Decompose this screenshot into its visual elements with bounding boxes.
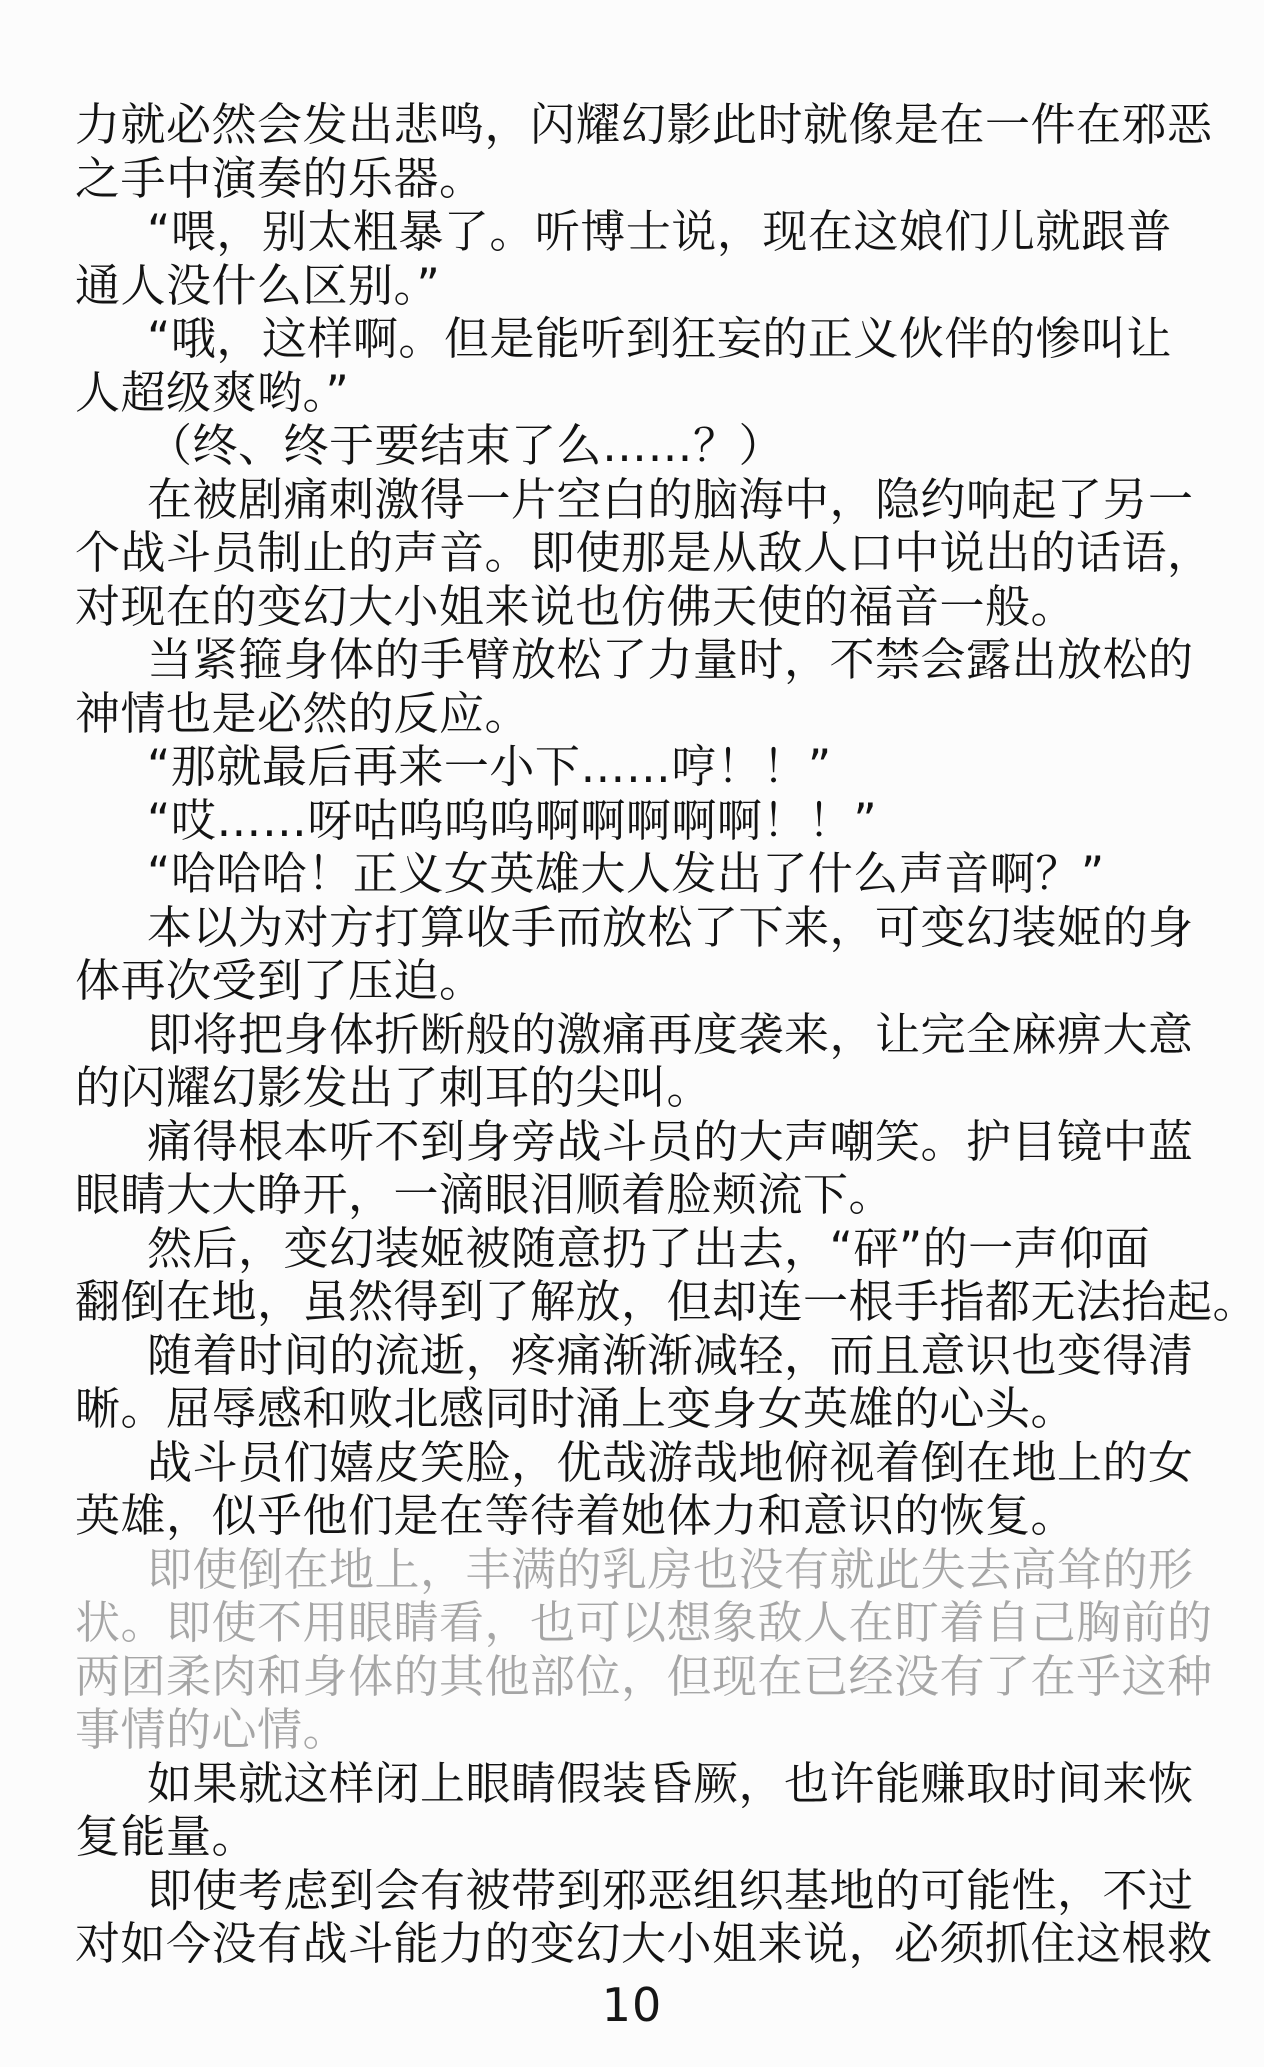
text-line: 在被剧痛刺激得一片空白的脑海中，隐约响起了另一 <box>147 472 1194 526</box>
text-line: “哦，这样啊。但是能听到狂妄的正义伙伴的惨叫让 <box>147 312 1172 365</box>
text-line: 复能量。 <box>75 1810 258 1863</box>
page-text-body <box>75 98 1259 1971</box>
text-line: 体再次受到了压迫。 <box>75 954 485 1007</box>
text-line: 两团柔肉和身体的其他部位，但现在已经没有了在乎这种 <box>75 1649 1213 1703</box>
text-line: 眼睛大大睁开，一滴眼泪顺着脸颊流下。 <box>75 1168 895 1221</box>
text-line: 个战斗员制止的声音。即使那是从敌人口中说出的话语， <box>75 526 1213 579</box>
text-line: 力就必然会发出悲鸣，闪耀幻影此时就像是在一件在邪恶 <box>75 98 1213 151</box>
text-line: 的闪耀幻影发出了刺耳的尖叫。 <box>75 1061 713 1114</box>
text-line: 翻倒在地，虽然得到了解放，但却连一根手指都无法抬起。 <box>75 1275 1259 1328</box>
text-line: “哎……呀咕呜呜呜啊啊啊啊啊！！” <box>147 793 878 847</box>
text-line: 即使倒在地上，丰满的乳房也没有就此失去高耸的形 <box>147 1542 1194 1596</box>
text-line: 当紧箍身体的手臂放松了力量时，不禁会露出放松的 <box>147 633 1194 686</box>
text-line: 然后，变幻装姬被随意扔了出去，“砰”的一声仰面 <box>147 1221 1151 1275</box>
text-line: 对如今没有战斗能力的变幻大小姐来说，必须抓住这根救 <box>75 1917 1213 1970</box>
text-line: 人超级爽哟。” <box>75 365 350 419</box>
text-line: 本以为对方打算收手而放松了下来，可变幻装姬的身 <box>147 900 1194 954</box>
text-line: 痛得根本听不到身旁战斗员的大声嘲笑。护目镜中蓝 <box>147 1114 1194 1168</box>
page-number: 10 <box>601 1978 663 2032</box>
text-line: 状。即使不用眼睛看，也可以想象敌人在盯着自己胸前的 <box>75 1596 1213 1649</box>
text-line: 之手中演奏的乐器。 <box>75 151 485 205</box>
text-line: “哈哈哈！正义女英雄大人发出了什么声音啊？” <box>147 847 1105 900</box>
text-line: 事情的心情。 <box>75 1703 349 1756</box>
text-line: “那就最后再来一小下……哼！！” <box>147 740 832 793</box>
text-line: 随着时间的流逝，疼痛渐渐减轻，而且意识也变得清 <box>147 1328 1194 1382</box>
text-line: 英雄，似乎他们是在等待着她体力和意识的恢复。 <box>75 1489 1077 1542</box>
text-line: 即将把身体折断般的激痛再度袭来，让完全麻痹大意 <box>147 1007 1194 1061</box>
text-line: 即使考虑到会有被带到邪恶组织基地的可能性，不过 <box>147 1863 1194 1917</box>
text-line: 通人没什么区别。” <box>75 258 441 312</box>
text-line: 战斗员们嬉皮笑脸，优哉游哉地俯视着倒在地上的女 <box>147 1435 1194 1489</box>
text-line: 晰。屈辱感和败北感同时涌上变身女英雄的心头。 <box>75 1382 1077 1435</box>
text-line: 如果就这样闭上眼睛假装昏厥，也许能赚取时间来恢 <box>147 1756 1194 1810</box>
text-line: 神情也是必然的反应。 <box>75 686 531 740</box>
text-line: 对现在的变幻大小姐来说也仿佛天使的福音一般。 <box>75 579 1077 633</box>
text-line: （终、终于要结束了么……？） <box>147 419 785 472</box>
text-line: “喂，别太粗暴了。听博士说，现在这娘们儿就跟普 <box>147 205 1172 258</box>
